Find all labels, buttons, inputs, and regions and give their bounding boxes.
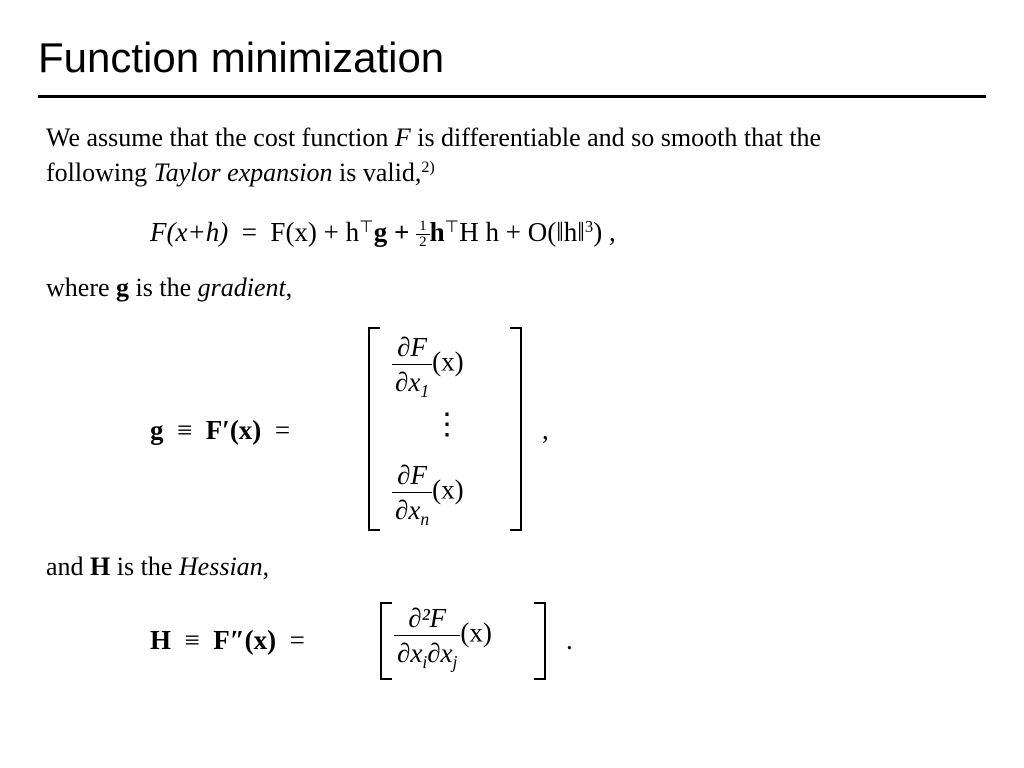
half-fraction: $\frac{1}{2}$	[416, 219, 430, 250]
taylor-equation: F(x+h) = F(x) + h⊤g + $\frac{1}{2}$ h⊤H h + O(‖h‖$^3$) ,	[150, 216, 616, 251]
slide-title: Function minimization	[38, 34, 445, 81]
gradient-row-n: $\frac{\partial F}{\partial x_n}$ (x)	[392, 458, 464, 527]
gradient-right-bracket	[510, 327, 522, 531]
gradient-term: gradient	[197, 273, 286, 302]
gradient-row-1: $\frac{\partial F}{\partial x_1}$ (x)	[392, 330, 464, 399]
hessian-right-bracket	[534, 602, 546, 680]
hessian-entry: $\frac{\text{∂²F}}{\partial x_i\partial x_j}$ (x)	[394, 601, 492, 670]
hessian-equation-lhs: H ≡ F″(x) =	[150, 625, 305, 655]
gradient-left-bracket	[368, 327, 380, 531]
intro-paragraph	[46, 120, 981, 190]
gradient-vdots: ⋮	[432, 408, 462, 441]
intro-line-2: following Taylor expansion is valid,$^{2)}$	[46, 158, 435, 187]
gradient-comma: ,	[542, 415, 549, 445]
title-divider	[38, 95, 986, 98]
hessian-term: Hessian	[178, 552, 263, 581]
intro-line-1: We assume that the cost function F is differentiable and so smooth that the	[46, 123, 822, 152]
gradient-intro: where g is the gradient,	[46, 273, 293, 302]
gradient-equation-lhs: g ≡ F′(x) =	[150, 415, 291, 445]
hessian-intro: and H is the Hessian,	[46, 552, 270, 581]
hessian-left-bracket	[380, 602, 392, 680]
taylor-expansion-term: Taylor expansion	[153, 158, 333, 187]
hessian-period: .	[566, 625, 573, 655]
footnote-marker: 2)	[421, 159, 435, 177]
